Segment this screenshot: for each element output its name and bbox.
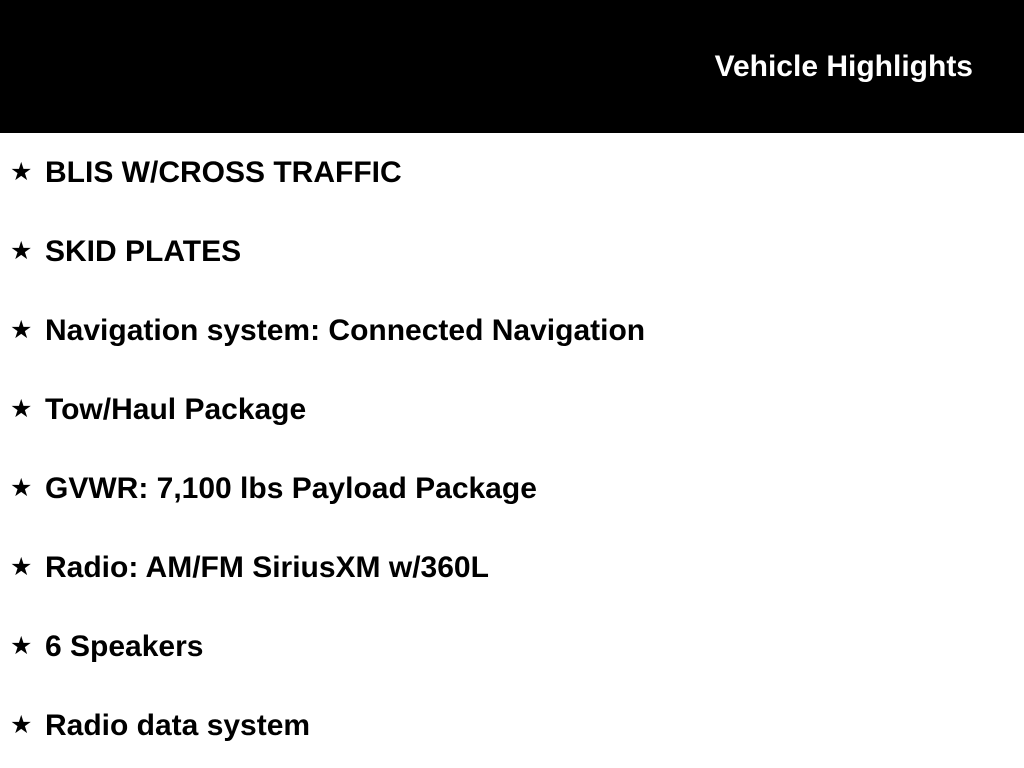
highlight-item bbox=[0, 370, 1024, 449]
highlight-item bbox=[0, 133, 1024, 212]
highlight-item bbox=[0, 607, 1024, 686]
highlight-text: Radio: AM/FM SiriusXM w/360L bbox=[45, 550, 489, 584]
highlights-list bbox=[0, 133, 1024, 765]
highlight-text: Radio data system bbox=[45, 708, 311, 742]
highlight-item bbox=[0, 212, 1024, 291]
star-bullet-icon: ★ bbox=[10, 474, 33, 502]
highlight-text: BLIS W/CROSS TRAFFIC bbox=[45, 155, 402, 189]
highlight-item bbox=[0, 449, 1024, 528]
star-bullet-icon: ★ bbox=[10, 632, 33, 660]
highlight-text: GVWR: 7,100 lbs Payload Package bbox=[45, 471, 537, 505]
star-bullet-icon: ★ bbox=[10, 553, 33, 581]
star-bullet-icon: ★ bbox=[10, 237, 33, 265]
highlight-item bbox=[0, 291, 1024, 370]
star-bullet-icon: ★ bbox=[10, 711, 33, 739]
highlight-text: Tow/Haul Package bbox=[45, 392, 307, 426]
highlight-item bbox=[0, 528, 1024, 607]
highlight-item bbox=[0, 686, 1024, 765]
page-title: Vehicle Highlights bbox=[714, 49, 973, 83]
star-bullet-icon: ★ bbox=[10, 395, 33, 423]
star-bullet-icon: ★ bbox=[10, 316, 33, 344]
highlight-text: SKID PLATES bbox=[45, 234, 242, 268]
header-bar bbox=[0, 0, 1024, 133]
highlight-text: Navigation system: Connected Navigation bbox=[45, 313, 646, 347]
highlight-text: 6 Speakers bbox=[45, 629, 204, 663]
star-bullet-icon: ★ bbox=[10, 158, 33, 186]
